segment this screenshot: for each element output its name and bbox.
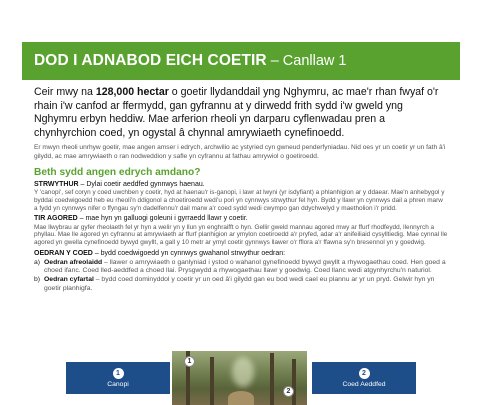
photo-marker-2: 2 bbox=[283, 386, 294, 397]
list-item-text bbox=[44, 259, 448, 275]
tree-trunk bbox=[270, 353, 274, 405]
section-heading: Beth sydd angen edrych amdano? bbox=[34, 166, 201, 178]
woodland-path bbox=[228, 391, 254, 405]
canopy-button[interactable] bbox=[66, 362, 170, 394]
list-item-desc: – llawer o amrywiaeth o ganlyniad i ystod o wahanol gynefinoedd bywyd gwyllt a rhywogaethau coed. Hen goed a choed ifanc. Coed lled-aeddfed a choed llai. Prysgwydd a rhywogaethau llawr y goedwig. Coed llanc wedi atgynhyrchu'n naturiol. bbox=[44, 259, 446, 275]
list-item-text bbox=[44, 276, 448, 292]
section-key: OEDRAN Y COED bbox=[34, 249, 93, 257]
intro-after: o goetir llydanddail yng Nghymru, ac mae'r rhan fwyaf o'r rhain i'w canfod ar ffermydd, gan gyfrannu at y dirwedd frith sydd i'w gweld yng Nghymru erbyn heddiw. Mae arferion rheoli yn darparu cyflenwadau pren a chynhyrchion coed, yn ogystal â chynnal amrywiaeth cynefinoedd. bbox=[34, 86, 439, 139]
mature-trees-button[interactable] bbox=[312, 362, 416, 394]
section-lead: – bydd coedwigoedd yn cynnwys gwahanol strwythur oedran: bbox=[92, 249, 286, 257]
list-item-key: a) bbox=[34, 259, 41, 267]
intro-note: Er mwyn rheoli unrhyw goetir, mae angen amser i edrych, archwilio ac ystyried cyn gwneud penderfyniadau. Nid oes yr un coetir yr un fath â'i gilydd, ac mae amrywiaeth o ran nodweddion y safle yn cyfrannu at fathau amrywiol o goetiroedd. bbox=[34, 144, 446, 160]
tree-trunk bbox=[292, 359, 296, 405]
section-structure bbox=[34, 181, 448, 213]
list-item bbox=[34, 276, 448, 292]
photo-marker-1: 1 bbox=[184, 356, 195, 367]
page-title: DOD I ADNABOD EICH COETIR bbox=[34, 52, 267, 69]
age-list bbox=[34, 259, 448, 292]
section-tree-age bbox=[34, 250, 448, 293]
section-open-ground bbox=[34, 215, 448, 247]
section-title bbox=[34, 250, 448, 258]
section-lead: – Dylai coetir aeddfed gynnwys haenau. bbox=[78, 180, 205, 188]
main-content bbox=[34, 86, 448, 293]
list-item-title: Oedran cyfartal bbox=[44, 276, 94, 284]
intro-highlight: 128,000 hectar bbox=[95, 86, 169, 98]
section-body: Y 'canopi', sef coryn y coed uwchben y coetir, hyd at haenau'r is-ganopi, i lawr at lwyni (yr isdyfiant) a phlanhigion ar y ddaear. Mae'n anhebygol y byddai coedwigoedd heb eu rheoli'n ddigonol a choetiroedd wedi'u pori yn cynnwys strwythur fel hyn. Bydd y llawr yn cynnwys dail a phren marw a fydd yn cynnwys nifer o ffyngau sy'n dadelfennu'r dail marw a'r coed sydd wedi cwympo gan ddychwelyd y maetholion i'r pridd. bbox=[34, 189, 445, 212]
section-body: Mae llwybrau ar gyfer rheolaeth fel yr hyn a welir yn y llun yn enghraifft o hyn. Gellir gweld mannau agored mwy ar ffurf rhodfeydd, llennyrch a phyllau. Mae lle agored yn cyfrannu at amrywiaeth ar ffurf planhigion ar ymylon coetiroedd a'r pryfed, adar a'r anifeiliaid cysylltiedig. Mae cynnal lle agored yn gwella cynefinoedd bywyd gwyllt, a gall y 10 metr ar ymyl coetir gynnwys llawer o'r fflora a'r ffawna sy'n bresennol yn y goedwig. bbox=[34, 223, 448, 247]
mature-trees-label: Coed Aeddfed bbox=[342, 381, 386, 388]
section-title bbox=[34, 215, 448, 223]
light-patch bbox=[232, 357, 254, 387]
intro-before: Ceir mwy na bbox=[34, 86, 96, 98]
section-title bbox=[34, 181, 448, 189]
section-lead: – mae hyn yn galluogi goleuni i gyrraedd llawr y coetir. bbox=[77, 215, 248, 223]
tree-trunk bbox=[210, 357, 214, 405]
number-badge: 2 bbox=[359, 368, 370, 379]
canopy-label: Canopi bbox=[107, 381, 129, 388]
list-item-title: Oedran afreolaidd bbox=[44, 259, 103, 267]
list-item-desc: – bydd coed dominyddol y coetir yr un oed â'i gilydd gan eu bod wedi cael eu plannu ar yr un pryd. Gelwir hyn yn goetir planhigfa. bbox=[44, 276, 435, 292]
list-item-key: b) bbox=[34, 276, 41, 284]
page-subtitle: – Canllaw 1 bbox=[270, 53, 347, 69]
number-badge: 1 bbox=[113, 368, 124, 379]
list-item bbox=[34, 259, 448, 275]
title-banner bbox=[22, 42, 460, 80]
intro-paragraph bbox=[34, 86, 448, 140]
section-key: STRWYTHUR bbox=[34, 180, 79, 188]
section-key: TIR AGORED bbox=[34, 215, 78, 223]
